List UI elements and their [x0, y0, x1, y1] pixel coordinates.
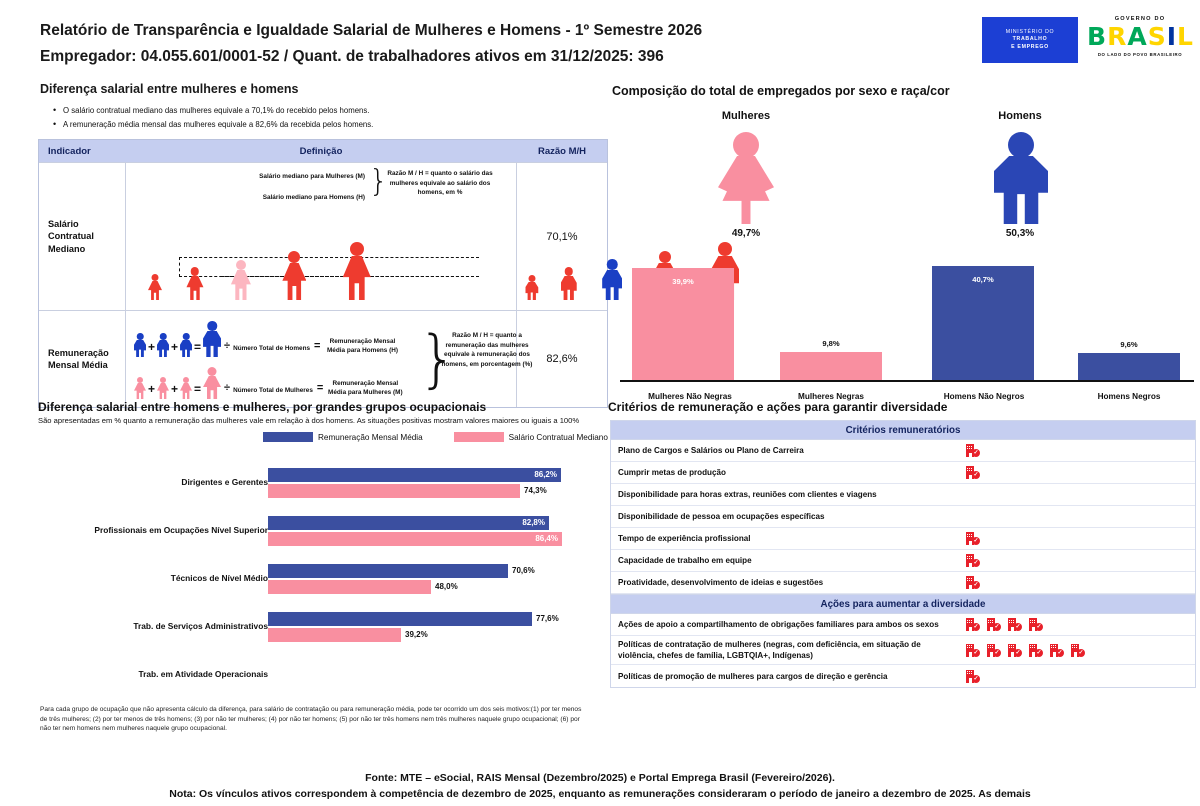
- chart-group: [38, 612, 608, 646]
- equals-sign: =: [194, 382, 202, 396]
- gov-letter-l: L: [1177, 21, 1193, 51]
- bar-salario: [268, 532, 562, 546]
- occupational-subtitle: São apresentadas em % quanto a remuneração das mulheres vale em relação à dos homens. As situações positivas mostram valores maiores ou iguais a 100%: [38, 416, 580, 425]
- chart-legend: [263, 432, 608, 442]
- bar-category: Homens Não Negros: [943, 392, 1025, 401]
- chart-group: [38, 468, 608, 502]
- person-icon-man: [525, 275, 538, 300]
- table-row: [611, 506, 1195, 528]
- table-row: [611, 665, 1195, 687]
- table-row: [39, 162, 607, 310]
- brace-icon: }: [418, 322, 458, 395]
- criteria-icons: [963, 532, 1195, 545]
- bar-value: 86,4%: [535, 534, 558, 543]
- men-count-label: Número Total de Homens: [233, 344, 311, 352]
- indicator-definition: [125, 163, 517, 310]
- category-label: Profissionais em Ocupações Nível Superior: [94, 525, 268, 535]
- composition-heading: Composição do total de empregados por sexo e raça/cor: [612, 84, 950, 98]
- building-check-icon: ✓: [966, 670, 980, 683]
- logo-mte-line3: E EMPREGO: [1011, 43, 1049, 50]
- pay-gap-bullet: • A remuneração média mensal das mulheres equivale a 82,6% da recebida pelos homens.: [52, 118, 592, 132]
- brace-icon: }: [369, 164, 389, 199]
- report-title-line-2: Empregador: 04.055.601/0001-52 / Quant. de trabalhadores ativos em 31/12/2025: 396: [40, 48, 664, 65]
- person-icon-woman-total: [203, 367, 221, 399]
- logo-gov-tagline: DO LADO DO POVO BRASILEIRO: [1097, 52, 1183, 57]
- chart-group: [38, 564, 608, 598]
- building-check-icon: ✓: [1029, 618, 1043, 631]
- gov-letter-a: A: [1127, 21, 1147, 51]
- ratio-explanation: Razão M / H = quanto o salário das mulheres equivale ao salário dos homens, em %: [387, 170, 493, 196]
- bar-value: 86,2%: [534, 470, 557, 479]
- bar-homens-negros: [1078, 353, 1180, 380]
- criteria-label: Proatividade, desenvolvimento de ideias e sugestões: [618, 578, 824, 587]
- criteria-label: Cumprir metas de produção: [618, 468, 726, 477]
- bar-salario: [268, 484, 547, 498]
- bar-value: 9,6%: [1120, 340, 1138, 349]
- occupational-note: Para cada grupo de ocupação que não apresenta cálculo da diferença, para salário de contratação ou para remuneração média, pode ter ocorrido um dos seis motivos:(1) por ter menos de três mulheres; (2) por ter menos de três homens; (3) por não ter mulheres; (4) por não ter homens; (5) por não ter três homens nem três mulheres naquele grupo ocupacional; (6) por não ter nem homens nem mulheres naquele grupo ocupacional.: [40, 706, 582, 733]
- logo-gov-wordmark: [1088, 22, 1192, 50]
- person-icon-woman: [282, 251, 306, 300]
- report-title-line-1: Relatório de Transparência e Igualdade Salarial de Mulheres e Homens - 1º Semestre 2026: [40, 22, 703, 39]
- bar-category: Homens Negros: [1097, 392, 1161, 401]
- criteria-label: Ações de apoio a compartilhamento de obrigações familiares para ambos os sexos: [618, 620, 939, 629]
- gender-label-men: Homens: [998, 110, 1042, 122]
- col-definition: Definição: [299, 145, 343, 157]
- person-icon-woman-large: [718, 132, 774, 224]
- criteria-section-title: Critérios remuneratórios: [611, 421, 1195, 440]
- indicator-name: Salário Contratual Mediano: [48, 218, 94, 254]
- logo-gov-top: GOVERNO DO: [1114, 16, 1166, 22]
- equals-sign: =: [194, 340, 202, 354]
- bar-remuneracao: [268, 468, 561, 482]
- category-label: Trab. em Atividade Operacionais: [138, 669, 268, 679]
- person-icon-man-total: [203, 321, 221, 357]
- gender-label-women: Mulheres: [721, 110, 771, 122]
- bar-salario: [268, 580, 458, 594]
- ratio-value: 70,1%: [546, 230, 578, 243]
- person-icon-woman-highlight: [231, 260, 251, 300]
- ministry-of-labor-logo: [982, 17, 1078, 63]
- building-check-icon: ✓: [987, 644, 1001, 657]
- person-icon-woman: [157, 377, 169, 399]
- ratio-explanation: Razão M / H = quanto a remuneração das mulheres equivale à remuneração dos homens, em porcentagem (%): [441, 332, 533, 368]
- chart-group: [38, 516, 608, 550]
- bar-remuneracao: [268, 612, 559, 626]
- footer-source: Fonte: MTE – eSocial, RAIS Mensal (Dezembro/2025) e Portal Emprega Brasil (Fevereiro/2026).: [365, 772, 835, 784]
- table-row: [611, 462, 1195, 484]
- person-icon-woman: [148, 274, 162, 300]
- building-check-icon: ✓: [1008, 644, 1022, 657]
- logo-mte-line2: TRABALHO: [1012, 36, 1048, 43]
- building-check-icon: ✓: [966, 554, 980, 567]
- men-result-label: Remuneração Mensal Média para Homens (H): [326, 338, 398, 354]
- ratio-value: 82,6%: [546, 353, 578, 365]
- bar-value: 39,9%: [672, 277, 694, 286]
- table-row: [611, 614, 1195, 636]
- plus-sign: +: [171, 340, 179, 354]
- criteria-icons: [963, 466, 1195, 479]
- chart-axis: [620, 380, 1194, 382]
- building-check-icon: ✓: [1050, 644, 1064, 657]
- criteria-label: Tempo de experiência profissional: [618, 534, 751, 543]
- composition-section: [612, 84, 1200, 239]
- person-icon-woman: [134, 377, 146, 399]
- bar-mulheres-negras: [780, 352, 882, 380]
- criteria-label: Políticas de promoção de mulheres para cargos de direção e gerência: [618, 671, 888, 681]
- bar-value: 9,8%: [822, 339, 840, 348]
- criteria-heading: Critérios de remuneração e ações para garantir diversidade: [608, 400, 948, 414]
- building-check-icon: ✓: [966, 444, 980, 457]
- divide-sign: ÷: [224, 340, 231, 352]
- building-check-icon: ✓: [966, 644, 980, 657]
- criteria-icons: [963, 644, 1195, 657]
- indicator-table-header: [39, 140, 607, 162]
- title-block: [40, 18, 970, 70]
- bar-value: 48,0%: [435, 582, 458, 591]
- equals-sign: =: [314, 340, 321, 352]
- criteria-label: Políticas de contratação de mulheres (negras, com deficiência, em situação de violência, chefes de família, LGBTQIA+, Indígenas): [618, 640, 921, 660]
- table-row: [611, 484, 1195, 506]
- bar-remuneracao: [268, 516, 549, 530]
- formula-women: [134, 363, 403, 399]
- criteria-label: Capacidade de trabalho em equipe: [618, 556, 752, 565]
- formula-men: [134, 317, 400, 357]
- indicator-table: [38, 139, 608, 408]
- criteria-icons: [963, 670, 1195, 683]
- legend-item-remuneracao: [263, 432, 423, 442]
- person-icon-woman: [343, 242, 371, 300]
- criteria-section: [608, 400, 1200, 682]
- bar-value: 40,7%: [972, 275, 994, 284]
- bar-category: Mulheres Negras: [798, 392, 864, 401]
- building-check-icon: ✓: [1029, 644, 1043, 657]
- logo-group: [982, 16, 1192, 64]
- person-icon-man: [561, 267, 577, 300]
- legend-swatch-pink: [454, 432, 504, 442]
- government-of-brazil-logo: [1088, 16, 1192, 64]
- equals-sign: =: [316, 382, 324, 394]
- bar-value: 77,6%: [536, 614, 559, 623]
- person-icon-woman: [186, 267, 203, 300]
- gender-pictograms: [612, 110, 1200, 260]
- bar-remuneracao: [268, 564, 535, 578]
- women-result-label: Remuneração Mensal Média para Mulheres (M): [328, 380, 403, 396]
- bar-value: 39,2%: [405, 630, 428, 639]
- bar-value: 74,3%: [524, 486, 547, 495]
- pay-gap-bullets: [52, 104, 592, 132]
- gender-pct-men: 50,3%: [1005, 228, 1035, 239]
- building-check-icon: ✓: [987, 618, 1001, 631]
- building-check-icon: ✓: [966, 576, 980, 589]
- plus-sign: +: [148, 382, 156, 396]
- building-check-icon: ✓: [966, 532, 980, 545]
- person-icon-man: [134, 333, 146, 357]
- col-ratio: Razão M/H: [537, 145, 587, 157]
- criteria-icons: [963, 554, 1195, 567]
- table-row: [611, 636, 1195, 665]
- col-indicator: Indicador: [48, 145, 91, 157]
- legend-label: Salário Contratual Mediano: [508, 432, 608, 442]
- legend-item-salario: [454, 432, 608, 442]
- label-median-women: Salário mediano para Mulheres (M): [259, 173, 365, 180]
- person-icon-man: [157, 333, 169, 357]
- building-check-icon: ✓: [966, 466, 980, 479]
- criteria-icons: [963, 576, 1195, 589]
- bar-value: 70,6%: [512, 566, 535, 575]
- bar-value: 82,8%: [522, 518, 545, 527]
- report-header: [0, 0, 1200, 78]
- criteria-table: [610, 420, 1196, 688]
- criteria-label: Disponibilidade para horas extras, reuniões com clientes e viagens: [618, 490, 877, 499]
- criteria-icons: [963, 618, 1195, 631]
- table-row: [39, 310, 607, 407]
- gov-letter-i: I: [1166, 21, 1177, 51]
- legend-swatch-blue: [263, 432, 313, 442]
- category-label: Técnicos de Nível Médio: [170, 573, 268, 583]
- chart-group: [38, 660, 608, 694]
- person-icon-woman: [180, 377, 192, 399]
- gov-letter-b: B: [1087, 21, 1107, 51]
- comparison-dash-box: [179, 257, 479, 277]
- category-label: Trab. de Serviços Administrativos: [133, 621, 268, 631]
- legend-label: Remuneração Mensal Média: [318, 432, 423, 442]
- divide-sign: ÷: [224, 382, 231, 394]
- plus-sign: +: [171, 382, 179, 396]
- criteria-label: Disponibilidade de pessoa em ocupações específicas: [618, 512, 825, 521]
- building-check-icon: ✓: [1071, 644, 1085, 657]
- race-gender-bar-chart: [620, 258, 1194, 404]
- indicator-name: Remuneração Mensal Média: [48, 347, 109, 370]
- person-icon-man-large: [994, 132, 1048, 224]
- logo-mte-line1: MINISTÉRIO DO: [1005, 28, 1055, 35]
- pictogram-row: [126, 242, 516, 304]
- gov-letter-s: S: [1147, 21, 1166, 51]
- table-row: [611, 550, 1195, 572]
- building-check-icon: ✓: [1008, 618, 1022, 631]
- report-footer: [0, 770, 1200, 802]
- footer-note: Nota: Os vínculos ativos correspondem à competência de dezembro de 2025, enquanto as remunerações consideraram o período de janeiro a dezembro de 2025. As demais: [169, 788, 1031, 800]
- pay-gap-heading: Diferença salarial entre mulheres e homens: [40, 82, 299, 96]
- indicator-definition: [125, 311, 533, 407]
- building-check-icon: ✓: [966, 618, 980, 631]
- pay-gap-bullet: • O salário contratual mediano das mulheres equivale a 70,1% do recebido pelos homens.: [52, 104, 592, 118]
- category-label: Dirigentes e Gerentes: [181, 477, 268, 487]
- gender-pct-women: 49,7%: [731, 228, 761, 239]
- occupational-heading: Diferença salarial entre homens e mulheres, por grandes grupos ocupacionais: [38, 400, 487, 414]
- criteria-icons: [963, 444, 1195, 457]
- plus-sign: +: [148, 340, 156, 354]
- women-count-label: Número Total de Mulheres: [233, 386, 313, 394]
- bar-salario: [268, 628, 428, 642]
- label-median-men: Salário mediano para Homens (H): [262, 194, 365, 201]
- criteria-section-title: Ações para aumentar a diversidade: [611, 594, 1195, 614]
- criteria-label: Plano de Cargos e Salários ou Plano de Carreira: [618, 446, 804, 455]
- table-row: [611, 528, 1195, 550]
- bar-category: Mulheres Não Negras: [648, 392, 732, 401]
- occupational-section: [38, 400, 608, 679]
- occupational-chart: [38, 458, 608, 679]
- table-row: [611, 572, 1195, 594]
- person-icon-man: [180, 333, 192, 357]
- table-row: [611, 440, 1195, 462]
- gov-letter-r: R: [1107, 21, 1127, 51]
